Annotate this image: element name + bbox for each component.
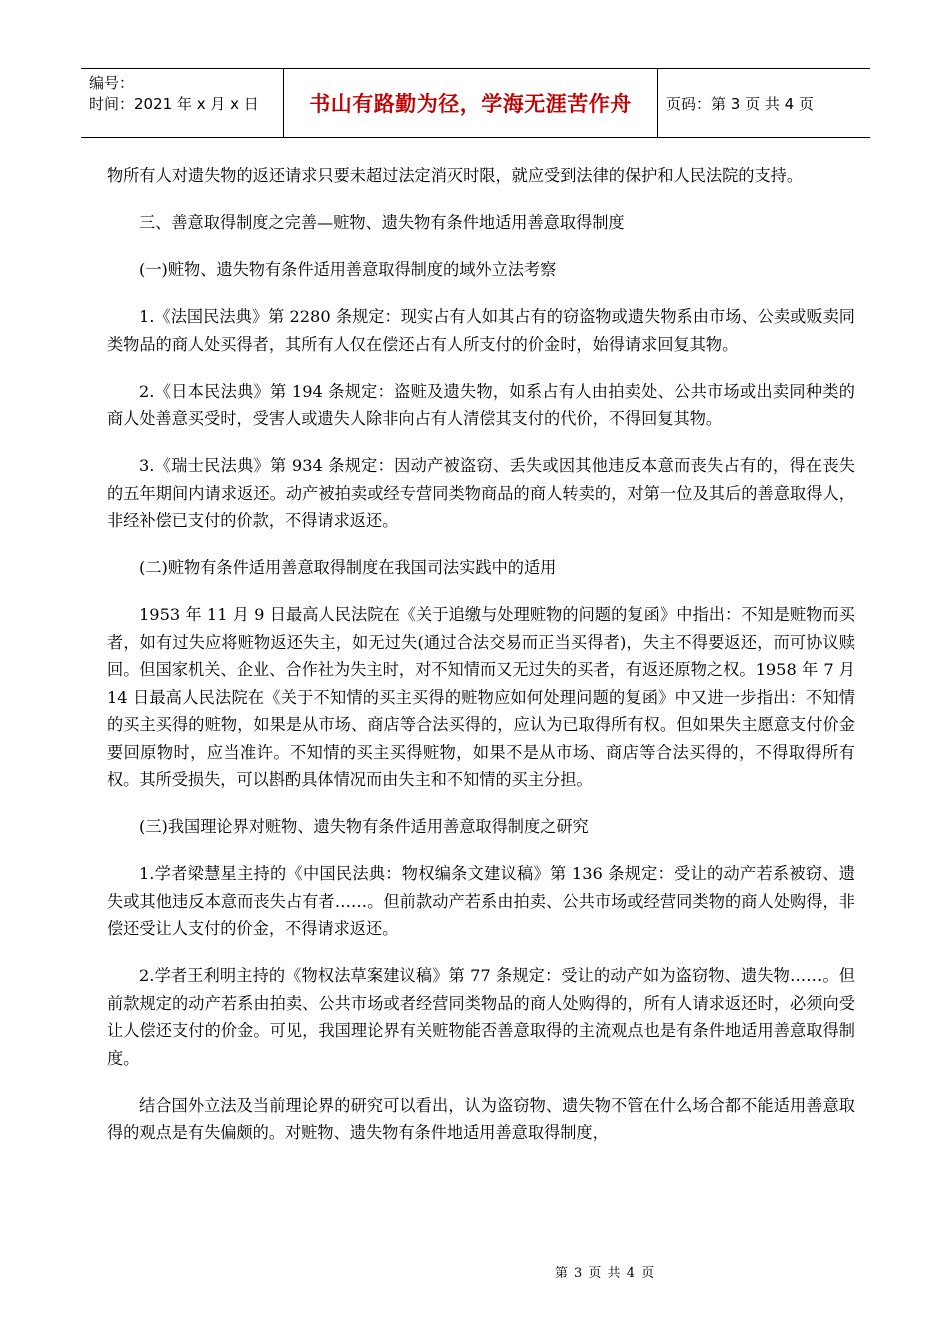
paragraph: 物所有人对遗失物的返还请求只要未超过法定消灭时限，就应受到法律的保护和人民法院的支持。 [107,166,804,185]
header-motto: 书山有路勤为径，学海无涯苦作舟 [284,69,658,137]
footer-page-number: 第 3 页 共 4 页 [554,1266,656,1281]
subsection-heading: (二)赃物有条件适用善意取得制度在我国司法实践中的适用 [139,558,557,577]
subsection-heading: (三)我国理论界对赃物、遗失物有条件适用善意取得制度之研究 [139,817,589,836]
page-footer [0,1262,950,1281]
paragraph: 3.《瑞士民法典》第 934 条规定：因动产被盗窃、丢失或因其他违反本意而丧失占有的，得在丧失的五年期间内请求返还。动产被拍卖或经专营同类物商品的商人转卖的，对第一位及其后的善意取得人，非经补偿已支付的价款，不得请求返还。 [107,456,855,530]
paragraph: 1.《法国民法典》第 2280 条规定：现实占有人如其占有的窃盗物或遗失物系由市场、公卖或贩卖同类物品的商人处买得者，其所有人仅在偿还占有人所支付的价金时，始得请求回复其物。 [107,307,855,354]
paragraph: 1953 年 11 月 9 日最高人民法院在《关于追缴与处理赃物的问题的复函》中指出：不知是赃物而买者，如有过失应将赃物返还失主，如无过失(通过合法交易而正当买得者)，失主不得要返还，而可协议赎回。但国家机关、企业、合作社为失主时，对不知情而又无过失的买者，有返还原物之权。1958 年 7 月 14 日最高人民法院在《关于不知情的买主买得的赃物应如何处理问题的复函》中又进一步指出：不知情的买主买得的赃物，如果是从市场、商店等合法买得的，应认为已取得所有权。但如果失主愿意支付价金要回原物时，应当准许。不知情的买主买得赃物，如果不是从市场、商店等合法买得的，不得取得所有权。其所受损失，可以斟酌具体情况而由失主和不知情的买主分担。 [107,605,855,789]
document-date-label: 时间：2021 年 x 月 x 日 [89,95,259,113]
document-number-label: 编号： [89,74,135,92]
header-page-info: 页码：第 3 页 共 4 页 [666,94,814,113]
paragraph: 2.学者王利明主持的《物权法草案建议稿》第 77 条规定：受让的动产如为盗窃物、遗失物……。但前款规定的动产若系由拍卖、公共市场或者经营同类物品的商人处购得的，所有人请求返还时，必须向受让人偿还支付的价金。可见，我国理论界有关赃物能否善意取得的主流观点也是有条件地适用善意取得制度。 [107,966,855,1068]
subsection-heading: (一)赃物、遗失物有条件适用善意取得制度的域外立法考察 [139,260,557,279]
paragraph: 2.《日本民法典》第 194 条规定：盗赃及遗失物，如系占有人由拍卖处、公共市场或出卖同种类的商人处善意买受时，受害人或遗失人除非向占有人清偿其支付的代价，不得回复其物。 [107,381,855,428]
paragraph: 1.学者梁慧星主持的《中国民法典：物权编条文建议稿》第 136 条规定：受让的动产若系被窃、遗失或其他违反本意而丧失占有者……。但前款动产若系由拍卖、公共市场或经营同类物的商人处购得，非偿还受让人支付的价金，不得请求返还。 [107,864,855,938]
section-heading: 三、善意取得制度之完善—赃物、遗失物有条件地适用善意取得制度 [139,213,625,232]
document-body [107,162,855,1166]
page-header [81,68,870,138]
paragraph: 结合国外立法及当前理论界的研究可以看出，认为盗窃物、遗失物不管在什么场合都不能适用善意取得的观点是有失偏颇的。对赃物、遗失物有条件地适用善意取得制度， [107,1095,855,1142]
header-meta [81,69,284,137]
